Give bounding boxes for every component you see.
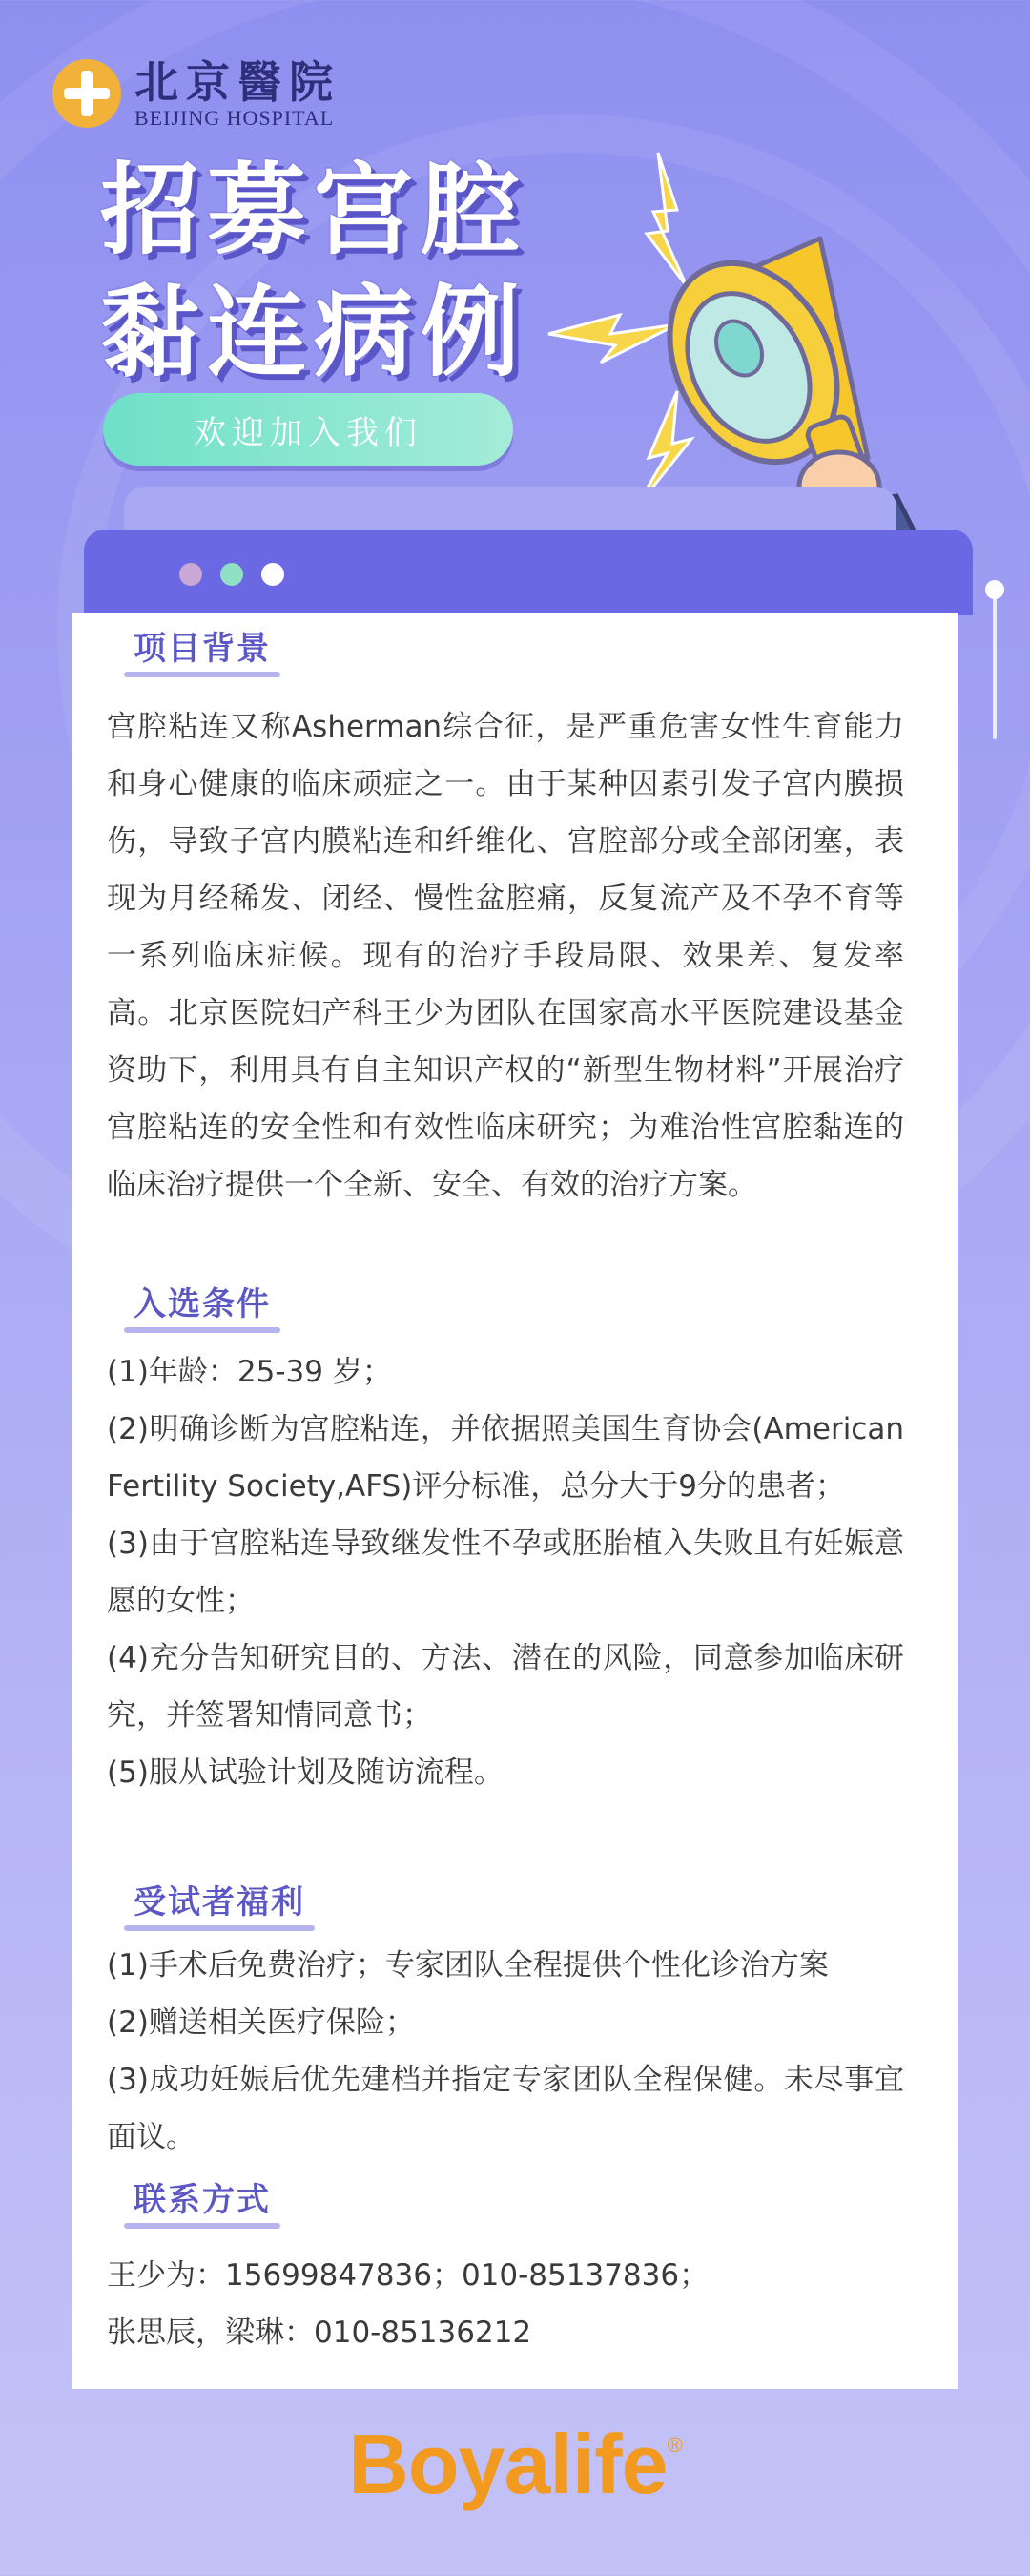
headline-line-1: 招募宫腔 [100, 152, 528, 268]
brand-name: Boyalife [348, 2417, 668, 2511]
benefits-list [107, 1937, 904, 2166]
scrollbar-track[interactable] [993, 596, 997, 739]
headline-line-2: 黏连病例 [100, 274, 528, 390]
list-item: (3)成功妊娠后优先建档并指定专家团队全程保健。未尽事宜面议。 [107, 2063, 904, 2154]
logo-name-en: BEIJING HOSPITAL [134, 106, 335, 130]
hospital-cross-emblem-icon [52, 59, 121, 128]
list-item: (1)年龄：25-39 岁； [107, 1355, 392, 1389]
list-item: (2)赠送相关医疗保险； [107, 2005, 415, 2040]
list-item: (2)明确诊断为宫腔粘连，并依据照美国生育协会(American Fertility Society,AFS)评分标准，总分大于9分的患者； [107, 1412, 904, 1504]
welcome-button[interactable]: 欢迎加入我们 [103, 393, 513, 466]
section-title-contact: 联系方式 [124, 2177, 280, 2223]
scrollbar-knob[interactable] [985, 580, 1004, 599]
card-header [84, 530, 973, 615]
window-dot-3 [261, 563, 284, 586]
background-paragraph: 宫腔粘连又称Asherman综合征，是严重危害女性生育能力和身心健康的临床顽症之一。由于某种因素引发子宫内膜损伤，导致子宫内膜粘连和纤维化、宫腔部分或全部闭塞，表现为月经稀发、闭经、慢性盆腔痛，反复流产及不孕不育等一系列临床症候。现有的治疗手段局限、效果差、复发率高。北京医院妇产科王少为团队在国家高水平医院建设基金资助下，利用具有自主知识产权的“新型生物材料”开展治疗宫腔粘连的安全性和有效性临床研究；为难治性宫腔黏连的临床治疗提供一个全新、安全、有效的治疗方案。 [107, 710, 904, 1202]
list-item: (5)服从试验计划及随访流程。 [107, 1755, 504, 1790]
window-dot-2 [220, 563, 243, 586]
list-item: (4)充分告知研究目的、方法、潜在的风险，同意参加临床研究，并签署知情同意书； [107, 1641, 904, 1733]
contact-line: 王少为：15699847836；010-85137836； [107, 2258, 710, 2293]
registered-mark: ® [667, 2433, 682, 2457]
section-title-benefits: 受试者福利 [124, 1880, 315, 1925]
section-title-criteria: 入选条件 [124, 1281, 280, 1327]
hospital-logo [52, 57, 340, 130]
contact-line: 张思辰，梁琳：010-85136212 [107, 2316, 532, 2350]
section-title-background: 项目背景 [124, 626, 280, 672]
window-dot-1 [179, 563, 202, 586]
logo-name-cn: 北京醫院 [134, 56, 340, 108]
list-item: (1)手术后免费治疗；专家团队全程提供个性化诊治方案 [107, 1948, 829, 1983]
list-item: (3)由于宫腔粘连导致继发性不孕或胚胎植入失败且有妊娠意愿的女性； [107, 1527, 904, 1618]
section-background-text [107, 698, 904, 1214]
criteria-list [107, 1343, 904, 1801]
brand-logo [0, 2416, 1030, 2513]
contact-list [107, 2247, 904, 2361]
